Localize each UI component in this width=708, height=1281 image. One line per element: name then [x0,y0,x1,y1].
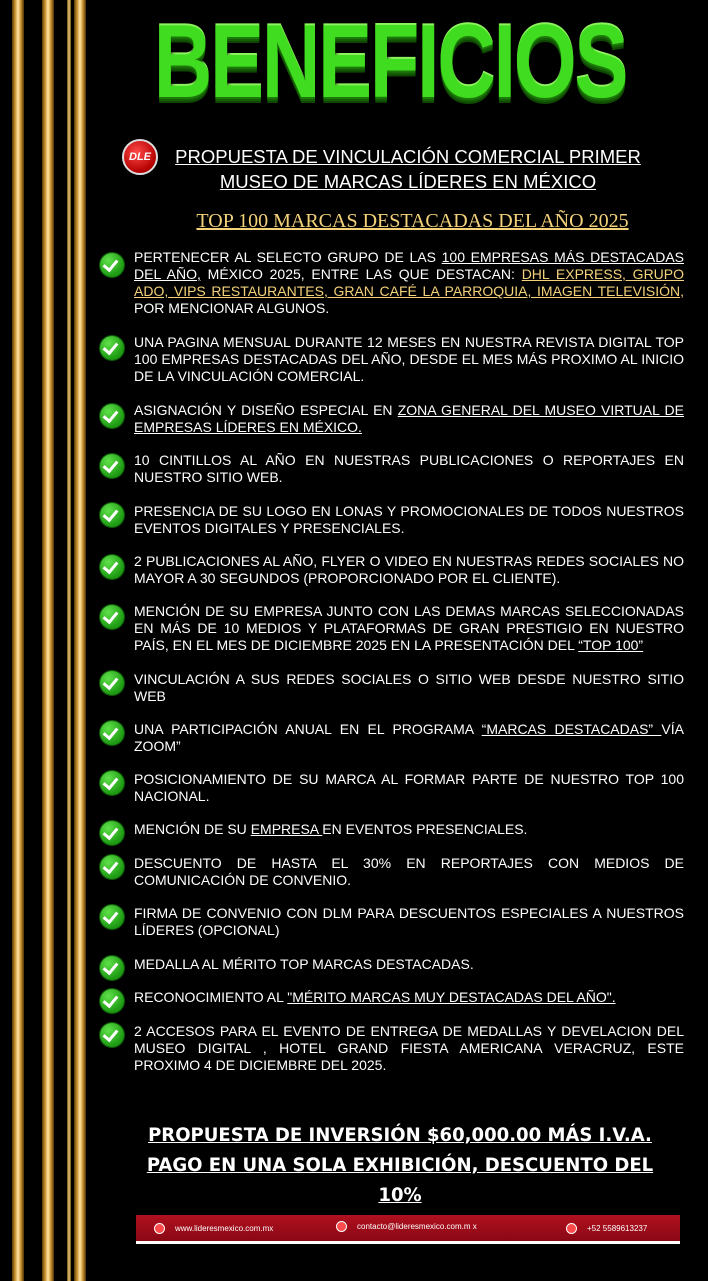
page-title: BENEFICIOS [153,3,627,120]
phone-icon [566,1223,577,1234]
check-icon [100,605,124,629]
check-icon [100,771,124,795]
gold-bar [74,0,86,1281]
check-icon [100,1023,124,1047]
gold-bars-decoration [0,0,100,1281]
proposal-line-2: MUSEO DE MARCAS LÍDERES EN MÉXICO [219,171,597,192]
footer-phone[interactable]: +52 5589613237 [566,1223,647,1234]
contact-footer [136,1215,680,1244]
check-icon [100,956,124,980]
gold-bar [12,0,24,1281]
footer-website[interactable]: www.lideresmexico.com.mx [154,1223,273,1234]
proposal-heading [168,144,648,194]
investment-proposal [125,1120,676,1210]
check-icon [100,503,124,527]
check-icon [100,905,124,929]
gold-bar [42,0,54,1281]
check-icon [100,671,124,695]
check-icon [100,336,124,360]
investment-line-1: PROPUESTA DE INVERSIÓN $60,000.00 MÁS I.V.A. [148,1124,652,1146]
check-icon [100,721,124,745]
proposal-line-1: PROPUESTA DE VINCULACIÓN COMERCIAL PRIMER [175,146,641,167]
check-icon [100,404,124,428]
dle-logo: DLE [122,139,158,175]
check-icon [100,555,124,579]
gold-bar [67,0,71,1281]
check-icon [100,821,124,845]
check-icon [100,989,124,1013]
check-icon [100,253,124,277]
investment-line-2: PAGO EN UNA SOLA EXHIBICIÓN, DESCUENTO DEL 10% [146,1154,654,1206]
footer-email[interactable]: contacto@lideresmexico.com.m x [336,1221,482,1232]
check-icon [100,855,124,879]
globe-icon [154,1223,165,1234]
check-icon [100,454,124,478]
mail-icon [336,1221,347,1232]
subtitle: TOP 100 MARCAS DESTACADAS DEL AÑO 2025 [196,210,629,232]
